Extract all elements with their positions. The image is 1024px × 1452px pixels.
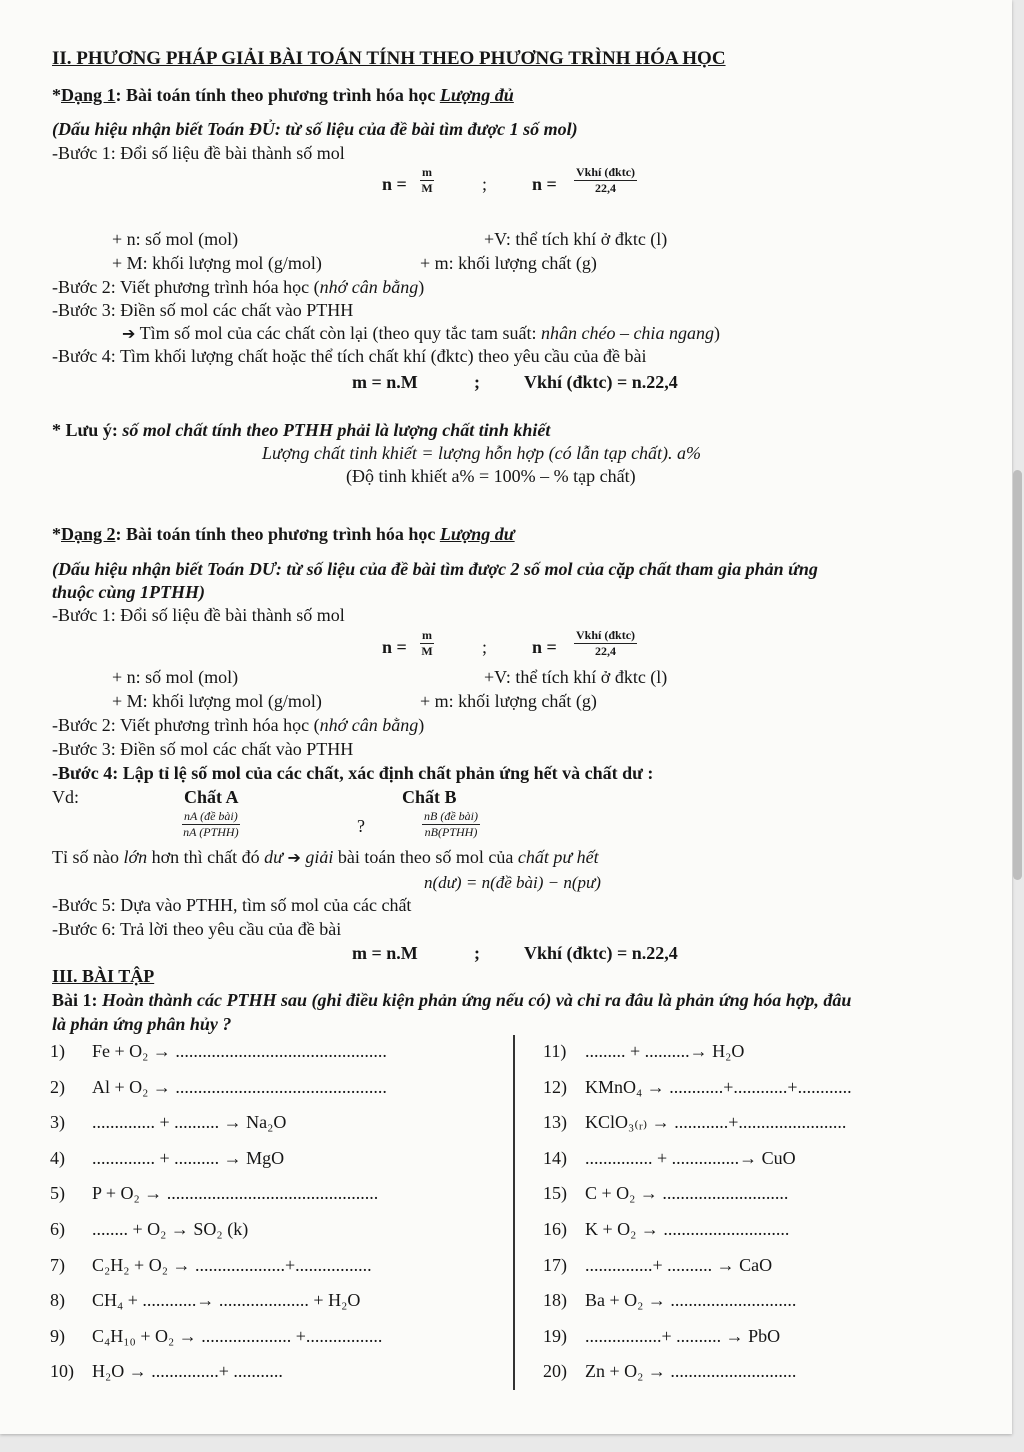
chat-a-label: Chất A: [184, 787, 239, 807]
formula2-volume: Vkhí (đktc) = n.22,4: [524, 943, 678, 963]
question-mark: ?: [357, 816, 365, 836]
purity-formula: (Độ tinh khiết a% = 100% – % tạp chất): [346, 466, 636, 486]
note2-M: + M: khối lượng mol (g/mol): [112, 691, 322, 711]
exercise-number: 7): [50, 1254, 65, 1275]
dang1-step1: -Bước 1: Đổi số liệu đề bài thành số mol: [52, 143, 345, 163]
note-line: * Lưu ý: số mol chất tính theo PTHH phải là lượng chất tinh khiết: [52, 420, 551, 440]
exercise-equation: K + O₂ → ............................: [585, 1219, 790, 1239]
exercise-equation: ........ + O₂ → SO₂ (k): [92, 1219, 249, 1239]
fraction2-v-over-22-4: Vkhí (đktc) 22,4: [576, 628, 636, 658]
fraction-chat-a: nA (đề bài) nA (PTHH): [183, 809, 239, 839]
dang2-title: *Dạng 2: Bài toán tính theo phương trình hóa học Lượng dư: [52, 524, 515, 544]
exercise-number: 11): [543, 1041, 567, 1061]
dang1-arrow-line: ➔ Tìm số mol của các chất còn lại (theo quy tắc tam suất: nhân chéo – chia ngang): [122, 323, 720, 343]
exercise-number: 6): [50, 1219, 65, 1239]
formula2-n-m: n =: [382, 637, 407, 657]
scrollbar[interactable]: [1013, 470, 1022, 880]
exercise-equation: KMnO₄ → ............+............+............: [585, 1076, 852, 1097]
fraction-v-over-22-4: Vkhí (đktc) 22,4: [576, 165, 636, 195]
fraction-m-over-M: $\frac{m}{M}$: [421, 165, 433, 195]
exercise-number: 4): [50, 1147, 65, 1168]
exercise-number: 16): [543, 1219, 567, 1239]
exercise-number: 14): [543, 1147, 567, 1168]
formula2-mass: m = n.M: [352, 943, 418, 963]
bai1-line2: là phản ứng phân hủy ?: [52, 1014, 232, 1034]
exercise-number: 5): [50, 1183, 65, 1204]
exercise-equation: Ba + O₂ → ............................: [585, 1290, 797, 1311]
exercise-number: 9): [50, 1325, 65, 1346]
exercise-number: 18): [543, 1290, 567, 1311]
formula-separator-2: ;: [474, 372, 480, 392]
exercise-number: 1): [50, 1041, 65, 1061]
vd-label: Vd:: [52, 787, 79, 807]
note2-v: +V: thể tích khí ở đktc (l): [484, 667, 668, 687]
exercise-number: 19): [543, 1325, 567, 1346]
note-n: + n: số mol (mol): [112, 229, 239, 249]
dang1-step4: -Bước 4: Tìm khối lượng chất hoặc thể tích chất khí (đktc) theo yêu cầu của đề bài: [52, 346, 647, 366]
exercise-equation: P + O₂ → ...............................................: [92, 1183, 379, 1204]
exercise-equation: H₂O → ...............+ ...........: [92, 1361, 283, 1382]
exercise-number: 17): [543, 1254, 567, 1275]
note-v: +V: thể tích khí ở đktc (l): [484, 229, 668, 249]
exercise-equation: .............. + .......... → Na₂O: [92, 1112, 287, 1133]
dang2-step3: -Bước 3: Điền số mol các chất vào PTHH: [52, 739, 354, 759]
excess-formula: n(dư) = n(đề bài) − n(pư): [424, 873, 601, 892]
formula2-separator: ;: [482, 637, 488, 657]
dang1-step2: -Bước 2: Viết phương trình hóa học (nhớ cân bằng): [52, 277, 425, 297]
fraction-chat-b: nB (đề bài) nB(PTHH): [424, 809, 478, 839]
dang2-sign-line1: (Dấu hiệu nhận biết Toán DƯ: từ số liệu của đề bài tìm được 2 số mol của cặp chất tham gia phản ứng: [52, 559, 818, 579]
dang2-step4: -Bước 4: Lập tỉ lệ số mol của các chất, xác định chất phản ứng hết và chất dư :: [52, 763, 654, 783]
exercise-equation: Al + O₂ → ...............................................: [92, 1076, 387, 1097]
exercise-equation: ............... + ...............→ CuO: [585, 1147, 796, 1168]
formula-n-m: n =: [382, 174, 407, 194]
chat-b-label: Chất B: [402, 787, 457, 807]
note2-m: + m: khối lượng chất (g): [420, 691, 597, 711]
fraction2-m-over-M: $\frac{m}{M}$: [421, 628, 433, 658]
ratio-rule: Tỉ số nào lớn hơn thì chất đó dư ➔ giải bài toán theo số mol của chất pư hết: [52, 847, 599, 867]
dang2-step6: -Bước 6: Trả lời theo yêu cầu của đề bài: [52, 919, 342, 939]
exercise-number: 13): [543, 1112, 567, 1133]
exercise-number: 20): [543, 1361, 567, 1382]
exercise-equation: C + O₂ → ............................: [585, 1183, 789, 1204]
exercise-equation: .............. + .......... → MgO: [92, 1147, 285, 1168]
exercise-number: 8): [50, 1290, 65, 1311]
exercise-equation: KClO₃₍ᵣ₎ → ............+........................: [585, 1112, 847, 1133]
exercise-equation: Zn + O₂ → ............................: [585, 1361, 797, 1382]
dang2-step2: -Bước 2: Viết phương trình hóa học (nhớ cân bằng): [52, 715, 425, 735]
dang1-sign: (Dấu hiệu nhận biết Toán ĐỦ: từ số liệu của đề bài tìm được 1 số mol): [52, 119, 578, 139]
section-3-heading: III. BÀI TẬP: [52, 966, 155, 986]
note-M: + M: khối lượng mol (g/mol): [112, 253, 322, 273]
exercise-equation: ...............+ .......... → CaO: [585, 1254, 773, 1275]
formula2-separator-2: ;: [474, 943, 480, 963]
exercise-equation: Fe + O₂ → ...............................................: [92, 1041, 387, 1061]
bai1-line1: Bài 1: Hoàn thành các PTHH sau (ghi điều kiện phản ứng nếu có) và chỉ ra đâu là phản ứng hóa hợp, đâu: [52, 990, 852, 1010]
note-m: + m: khối lượng chất (g): [420, 253, 597, 273]
note2-n: + n: số mol (mol): [112, 667, 239, 687]
formula-mass: m = n.M: [352, 372, 418, 392]
formula2-n-v: n =: [532, 637, 557, 657]
exercise-equation: C₂H₂ + O₂ → ....................+.................: [92, 1254, 372, 1275]
dang1-title: *Dạng 1: Bài toán tính theo phương trình hóa học Lượng đủ: [52, 85, 514, 105]
section-2-heading: II. PHƯƠNG PHÁP GIẢI BÀI TOÁN TÍNH THEO PHƯƠNG TRÌNH HÓA HỌC: [52, 48, 726, 69]
exercise-number: 3): [50, 1112, 65, 1133]
column-divider: [513, 1035, 515, 1390]
bold-arrow-icon: ➔: [122, 324, 136, 343]
exercise-equation: C₄H₁₀ + O₂ → .................... +.................: [92, 1325, 383, 1346]
exercise-equation: CH₄ + ............→ .................... + H₂O: [92, 1290, 361, 1311]
dang1-step3: -Bước 3: Điền số mol các chất vào PTHH: [52, 300, 354, 320]
dang2-step5: -Bước 5: Dựa vào PTHH, tìm số mol của các chất: [52, 895, 412, 915]
exercise-number: 15): [543, 1183, 567, 1204]
exercise-number: 10): [50, 1361, 74, 1382]
exercise-equation: .................+ .......... → PbO: [585, 1325, 781, 1346]
formula-volume: Vkhí (đktc) = n.22,4: [524, 372, 678, 392]
pure-formula: Lượng chất tinh khiết = lượng hỗn hợp (có lẫn tạp chất). a%: [262, 443, 702, 463]
formula-separator: ;: [482, 174, 488, 194]
dang2-step1: -Bước 1: Đổi số liệu đề bài thành số mol: [52, 605, 345, 625]
bold-arrow-icon-2: ➔: [287, 848, 301, 867]
formula-n-v: n =: [532, 174, 557, 194]
exercise-number: 12): [543, 1076, 567, 1097]
exercise-number: 2): [50, 1076, 65, 1097]
exercise-equation: ......... + ..........→ H₂O: [585, 1041, 745, 1061]
dang2-sign-line2: thuộc cùng 1PTHH): [52, 582, 206, 602]
